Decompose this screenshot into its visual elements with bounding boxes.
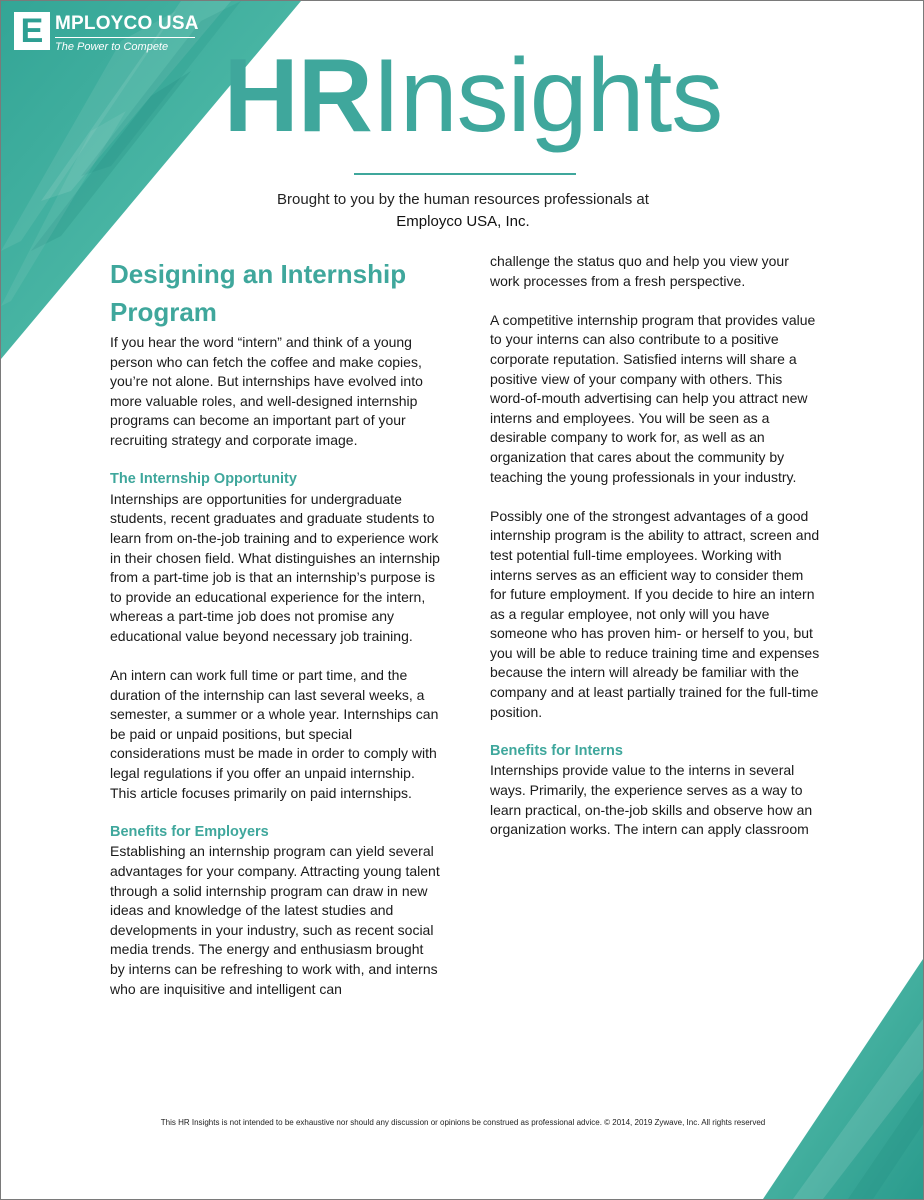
paragraph: A competitive internship program that provides value to your interns can also contribute to a positive corporate reputation. Satisfied interns will share a positive view of your company with others. This word-of-mouth advertising can help you attract new interns and employees. You will be seen as a desirable company to work for, as well as an organization that cares about the community by teaching the young professionals in your industry. [490,311,816,485]
left-column [110,255,440,1019]
paragraph: Establishing an internship program can yield several advantages for your company. Attracting young talent through a solid internship program can draw in new ideas and knowledge of the latest studies and developments in your industry, such as recent social media trends. The energy and enthusiasm brought by interns can be refreshing to work with, and interns who are inquisitive and intelligent can [110,843,440,997]
logo-divider [55,37,195,38]
paragraph: Internships are opportunities for undergraduate students, recent graduates and graduate students to learn from on-the-job training and to experience work in their chosen field. What distinguishes an internship from a part-time job is that an internship’s purpose is to provide an educational experience for the intern, whereas a part-time job does not promise any educational value beyond necessary job training. [110,490,440,644]
section-heading-internship-opportunity: The Internship Opportunity [110,471,297,488]
newsletter-title [223,38,723,154]
right-column [490,252,820,859]
logo-letter-mark: E [14,12,50,50]
paragraph: challenge the status quo and help you view your work processes from a fresh perspective. [490,253,789,289]
section-heading-benefits-employers: Benefits for Employers [110,823,269,840]
company-name: Employco USA, Inc. [396,213,530,230]
paragraph: An intern can work full time or part time, and the duration of the internship can last several weeks, a semester, a summer or a whole year. Internships can be paid or unpaid positions, but special considerations must be made in order to comply with legal regulations if you offer an unpaid internship. This article focuses primarily on paid internships. [110,667,439,801]
masthead [1,38,924,154]
paragraph: Internships provide value to the interns in several ways. Primarily, the experience serves as a way to learn practical, on-the-job skills and observe how an organization works. The intern can apply classroom [490,762,813,838]
footer-disclaimer: This HR Insights is not intended to be exhaustive nor should any discussion or opinions be construed as professional advice. © 2014, 2019 Zywave, Inc. All rights reserved [160,1118,766,1127]
masthead-divider [354,173,576,175]
logo-tagline: The Power to Compete [55,41,169,53]
article-title: Designing an Internship Program [110,259,407,327]
paragraph: Possibly one of the strongest advantages of a good internship program is the ability to attract, screen and test potential full-time employees. Working with interns serves as an efficient way to consider them for future employment. If you decide to hire an intern as a regular employee, not only will you have someone who has proven him- or herself to you, but you will be able to reduce training time and expenses because the intern will already be familiar with the company and at least partially trained for the full-time position. [490,507,820,720]
title-hr: HR [223,38,372,154]
section-heading-benefits-interns: Benefits for Interns [490,742,623,759]
logo-company-name: MPLOYCO USA [55,13,199,34]
corner-stripes-bottom-right [763,959,923,1199]
byline: Brought to you by the human resources professionals at [277,191,649,208]
intro-paragraph: If you hear the word “intern” and think of a young person who can fetch the coffee and make copies, you’re not alone. But internships have evolved into more valuable roles, and well-designed internship programs can become an important part of your recruiting strategy and corporate image. [110,334,423,448]
title-insights: Insights [371,38,723,154]
